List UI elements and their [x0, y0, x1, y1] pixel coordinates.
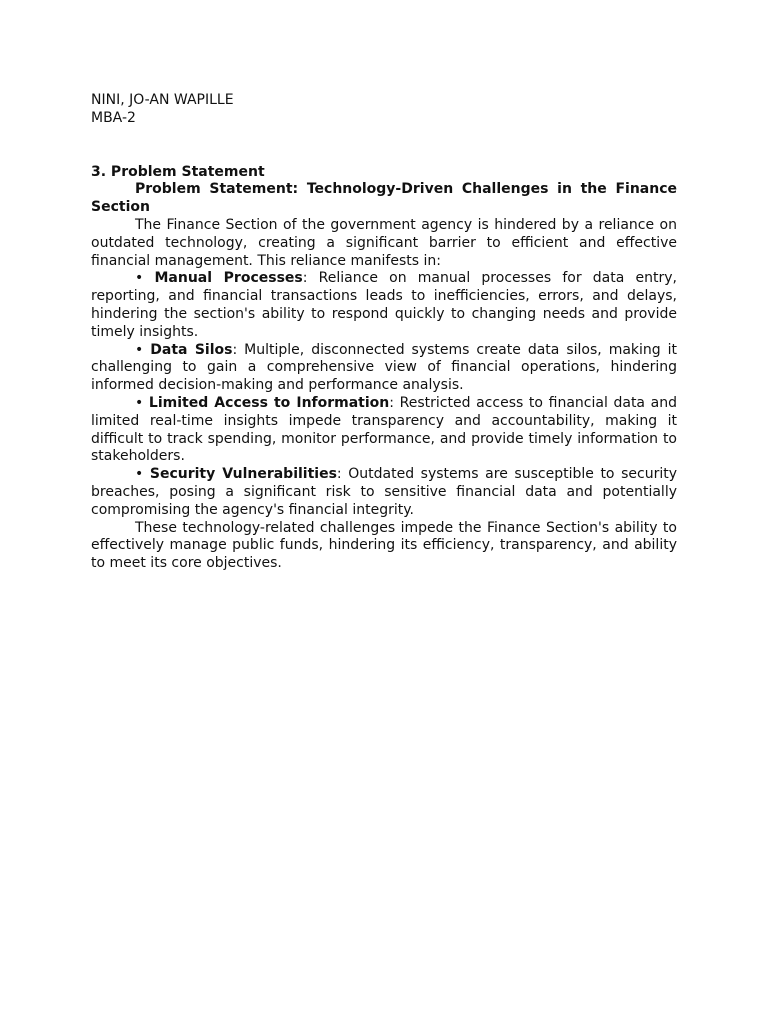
- bullet-term: Manual Processes: [154, 270, 303, 287]
- bullet-marker: •: [135, 394, 144, 411]
- bullet-term: Data Silos: [150, 341, 233, 358]
- bullet-text: : Reliance on manual processes for data entry, reporting, and financial transactions leads to inefficiencies, errors, and delays, hindering the section's ability to respond quickly to changing needs and provide timely insights.: [91, 270, 677, 340]
- author-name: NINI, JO-AN WAPILLE: [91, 92, 234, 108]
- document-page: [91, 92, 677, 573]
- intro-paragraph: The Finance Section of the government agency is hindered by a reliance on outdated technology, creating a significant barrier to efficient and effective financial management. This reliance manifests in:: [91, 216, 677, 269]
- bullet-marker: •: [135, 466, 144, 483]
- bullet-text: : Outdated systems are susceptible to security breaches, posing a significant risk to sensitive financial data and potentially compromising the agency's financial integrity.: [91, 466, 677, 518]
- bullet-item: [91, 466, 677, 519]
- bullet-marker: •: [135, 270, 144, 287]
- bullet-marker: •: [135, 341, 144, 358]
- bullet-item: [91, 395, 677, 466]
- section-title: 3. Problem Statement: [91, 163, 265, 180]
- subtitle: Problem Statement: Technology-Driven Challenges in the Finance Section: [91, 181, 677, 216]
- bullet-text: : Multiple, disconnected systems create data silos, making it challenging to gain a comprehensive view of financial operations, hindering informed decision-making and performance analysis.: [91, 341, 678, 394]
- bullet-item: [91, 342, 677, 395]
- program-label: MBA-2: [91, 109, 136, 126]
- bullet-term: Security Vulnerabilities: [149, 466, 337, 483]
- bullet-item: [91, 270, 677, 341]
- conclusion-paragraph: These technology-related challenges impede the Finance Section's ability to effectively manage public funds, hindering its efficiency, transparency, and ability to meet its core objectives.: [91, 519, 677, 572]
- bullet-text: : Restricted access to financial data and limited real-time insights impede transparency and accountability, making it difficult to track spending, monitor performance, and provide timely information to stakeholders.: [91, 394, 678, 465]
- bullet-term: Limited Access to Information: [148, 394, 390, 411]
